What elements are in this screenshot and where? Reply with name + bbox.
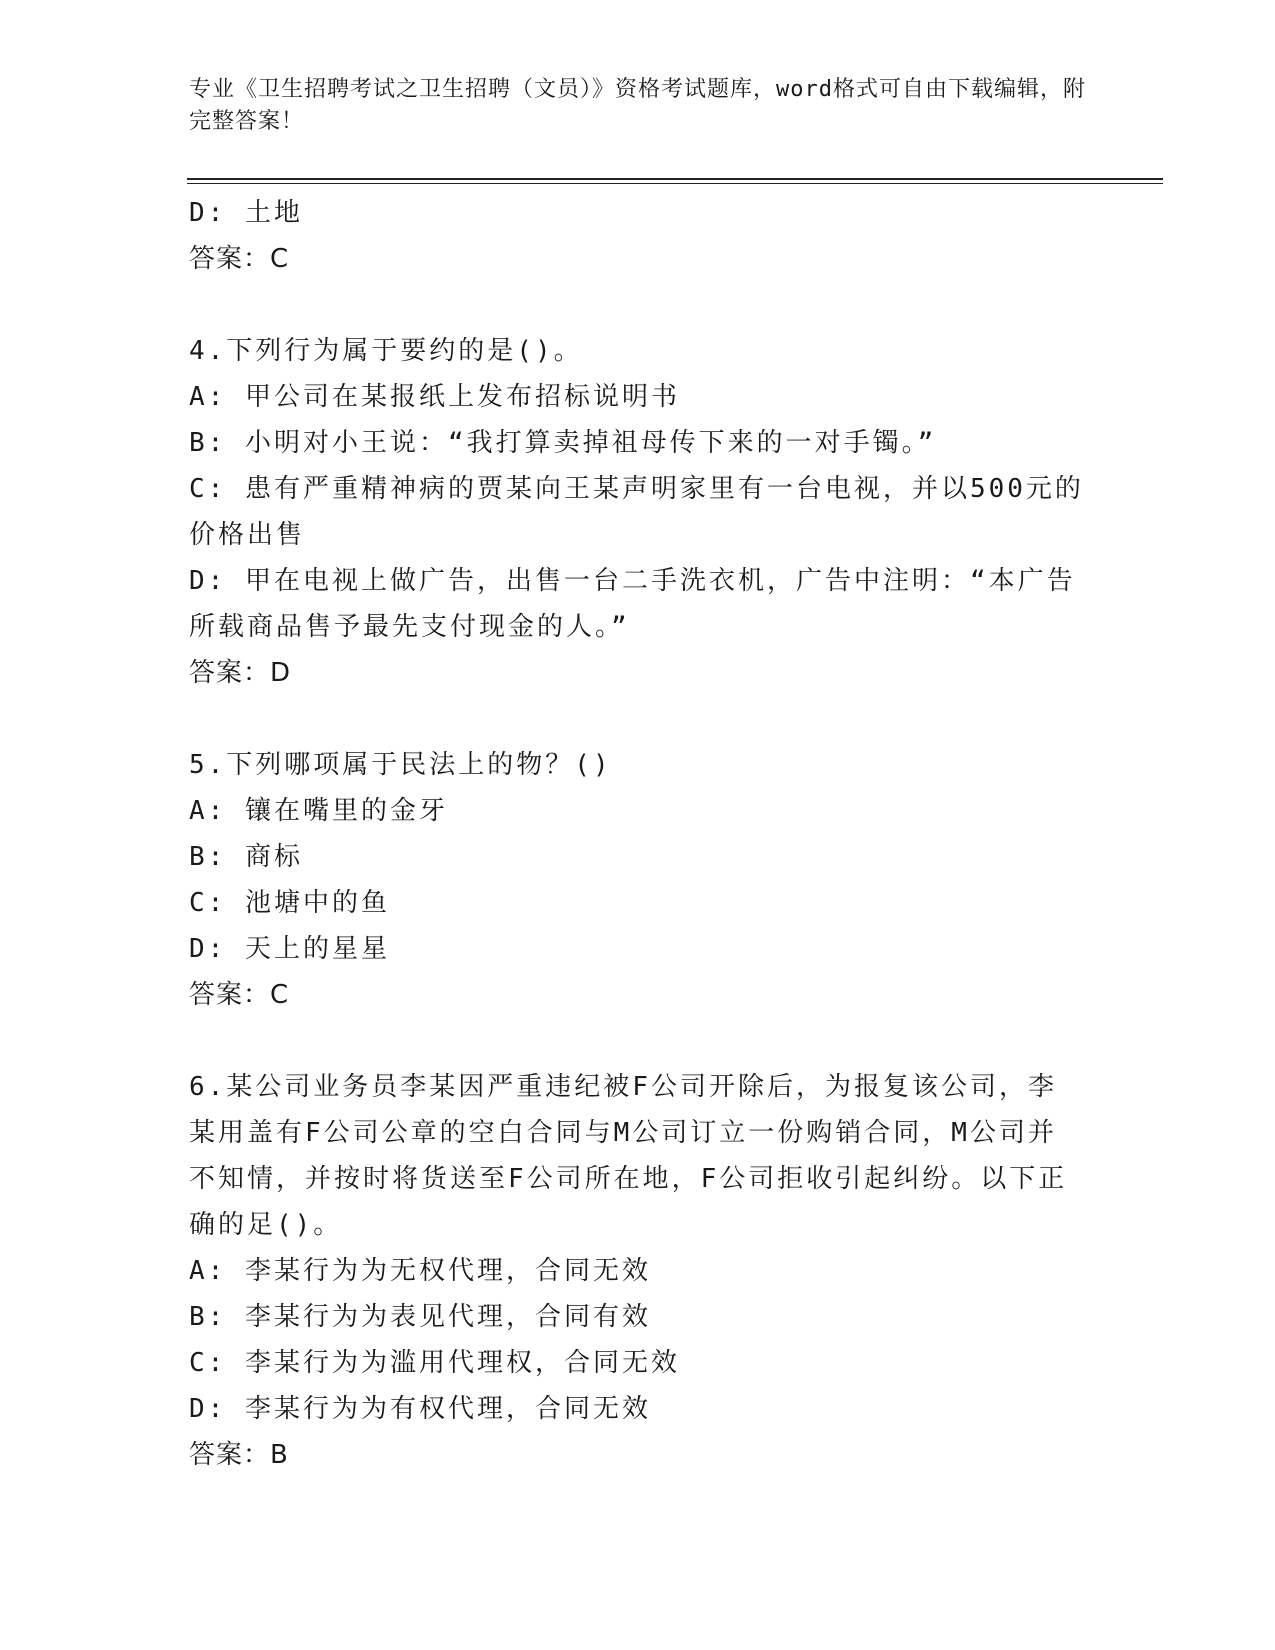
question-block xyxy=(189,742,1089,1018)
question-stem-continued: 确的足()。 xyxy=(189,1210,343,1240)
option-b: B: 商标 xyxy=(189,842,303,872)
spacer xyxy=(189,282,1089,328)
option-a: A: 镶在嘴里的金牙 xyxy=(189,796,448,826)
option-a: A: 甲公司在某报纸上发布招标说明书 xyxy=(189,382,680,412)
option-b: B: 小明对小王说：“我打算卖掉祖母传下来的一对手镯。” xyxy=(189,428,937,458)
spacer xyxy=(189,1018,1089,1064)
option-b: B: 李某行为为表见代理，合同有效 xyxy=(189,1302,651,1332)
question-stem-continued: 不知情，并按时将货送至F公司所在地，F公司拒收引起纠纷。以下正 xyxy=(189,1164,1068,1194)
answer-line: 答案：C xyxy=(189,980,290,1010)
question-stem-continued: 某用盖有F公司公章的空白合同与M公司订立一份购销合同，M公司并 xyxy=(189,1118,1057,1148)
option-c: C: 池塘中的鱼 xyxy=(189,888,390,918)
option-c: C: 李某行为为滥用代理权，合同无效 xyxy=(189,1348,680,1378)
option-d: D: 土地 xyxy=(189,198,303,228)
header-divider xyxy=(187,178,1163,184)
option-d-continued: 所载商品售予最先支付现金的人。” xyxy=(189,612,630,642)
question-block xyxy=(189,1064,1089,1478)
answer-line: 答案：D xyxy=(189,658,292,688)
option-c-continued: 价格出售 xyxy=(189,520,306,550)
option-a: A: 李某行为为无权代理，合同无效 xyxy=(189,1256,651,1286)
question-block xyxy=(189,328,1089,696)
spacer xyxy=(189,696,1089,742)
question-stem: 6.某公司业务员李某因严重违纪被F公司开除后，为报复该公司，李 xyxy=(189,1072,1057,1102)
answer-line: 答案：C xyxy=(189,244,290,274)
document-body xyxy=(189,190,1089,1478)
question-stem: 5.下列哪项属于民法上的物？() xyxy=(189,750,612,780)
question-stem: 4.下列行为属于要约的是()。 xyxy=(189,336,583,366)
answer-line: 答案：B xyxy=(189,1440,289,1470)
page-header: 专业《卫生招聘考试之卫生招聘（文员）》资格考试题库，word格式可自由下载编辑，附完整答案！ xyxy=(189,77,1086,134)
option-d: D: 天上的星星 xyxy=(189,934,390,964)
option-c: C: 患有严重精神病的贾某向王某声明家里有一台电视，并以500元的 xyxy=(189,474,1084,504)
option-d: D: 李某行为为有权代理，合同无效 xyxy=(189,1394,651,1424)
option-d: D: 甲在电视上做广告，出售一台二手洗衣机，广告中注明：“本广告 xyxy=(189,566,1076,596)
